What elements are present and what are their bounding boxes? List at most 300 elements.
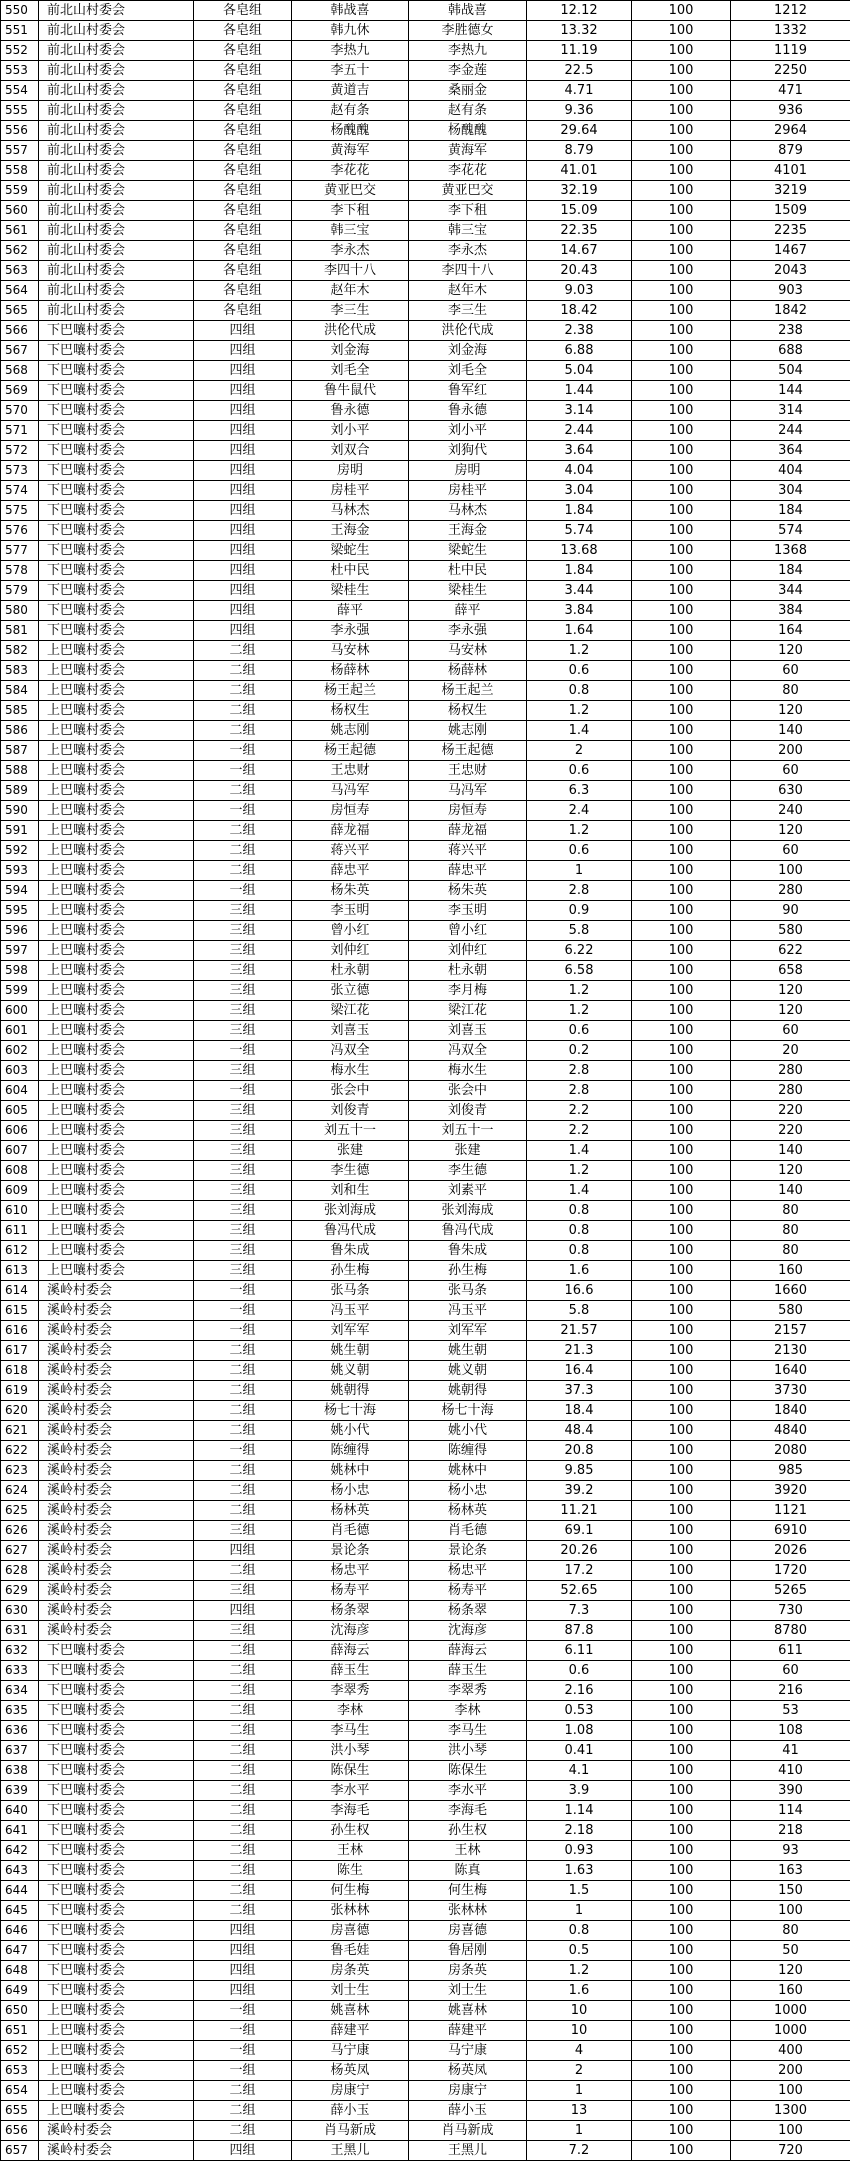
row-number-cell: 632 — [1, 1641, 39, 1661]
table-row — [1, 1441, 850, 1461]
unit-price-cell: 100 — [632, 401, 731, 421]
village-committee-cell: 溪岭村委会 — [39, 1501, 194, 1521]
area-cell: 20.26 — [527, 1541, 632, 1561]
row-number-cell: 645 — [1, 1901, 39, 1921]
village-committee-cell: 上巴嚷村委会 — [39, 761, 194, 781]
amount-cell: 2250 — [731, 61, 850, 81]
payee-cell: 薛龙福 — [409, 821, 527, 841]
village-committee-cell: 溪岭村委会 — [39, 1481, 194, 1501]
row-number-cell: 615 — [1, 1301, 39, 1321]
unit-price-cell: 100 — [632, 921, 731, 941]
payee-cell: 蒋兴平 — [409, 841, 527, 861]
table-row — [1, 501, 850, 521]
row-number-cell: 587 — [1, 741, 39, 761]
unit-price-cell: 100 — [632, 241, 731, 261]
group-cell: 三组 — [194, 1521, 292, 1541]
row-number-cell: 607 — [1, 1141, 39, 1161]
contract-holder-cell: 李海毛 — [292, 1801, 409, 1821]
table-row — [1, 2061, 850, 2081]
area-cell: 9.03 — [527, 281, 632, 301]
payee-cell: 房桂平 — [409, 481, 527, 501]
contract-holder-cell: 曾小红 — [292, 921, 409, 941]
area-cell: 0.93 — [527, 1841, 632, 1861]
village-committee-cell: 上巴嚷村委会 — [39, 861, 194, 881]
village-committee-cell: 前北山村委会 — [39, 281, 194, 301]
contract-holder-cell: 杨寿平 — [292, 1581, 409, 1601]
row-number-cell: 569 — [1, 381, 39, 401]
amount-cell: 80 — [731, 681, 850, 701]
area-cell: 1.6 — [527, 1261, 632, 1281]
amount-cell: 120 — [731, 1001, 850, 1021]
table-row — [1, 2021, 850, 2041]
unit-price-cell: 100 — [632, 1121, 731, 1141]
unit-price-cell: 100 — [632, 841, 731, 861]
area-cell: 4.04 — [527, 461, 632, 481]
contract-holder-cell: 薛忠平 — [292, 861, 409, 881]
payee-cell: 肖马新成 — [409, 2121, 527, 2141]
contract-holder-cell: 刘仲红 — [292, 941, 409, 961]
table-row — [1, 301, 850, 321]
payee-cell: 鲁永德 — [409, 401, 527, 421]
group-cell: 四组 — [194, 321, 292, 341]
area-cell: 13 — [527, 2101, 632, 2121]
unit-price-cell: 100 — [632, 41, 731, 61]
table-row — [1, 1161, 850, 1181]
table-row — [1, 861, 850, 881]
unit-price-cell: 100 — [632, 201, 731, 221]
contract-holder-cell: 王海金 — [292, 521, 409, 541]
village-committee-cell: 上巴嚷村委会 — [39, 2101, 194, 2121]
area-cell: 4 — [527, 2041, 632, 2061]
row-number-cell: 642 — [1, 1841, 39, 1861]
group-cell: 二组 — [194, 1381, 292, 1401]
village-committee-cell: 下巴嚷村委会 — [39, 381, 194, 401]
area-cell: 1.2 — [527, 1001, 632, 1021]
payee-cell: 房康宁 — [409, 2081, 527, 2101]
table-row — [1, 201, 850, 221]
table-row — [1, 1081, 850, 1101]
village-committee-cell: 下巴嚷村委会 — [39, 541, 194, 561]
row-number-cell: 576 — [1, 521, 39, 541]
contract-holder-cell: 杜永朝 — [292, 961, 409, 981]
village-committee-cell: 下巴嚷村委会 — [39, 561, 194, 581]
unit-price-cell: 100 — [632, 641, 731, 661]
group-cell: 二组 — [194, 681, 292, 701]
village-committee-cell: 下巴嚷村委会 — [39, 1821, 194, 1841]
area-cell: 48.4 — [527, 1421, 632, 1441]
payee-cell: 何生梅 — [409, 1881, 527, 1901]
group-cell: 四组 — [194, 1941, 292, 1961]
village-committee-cell: 上巴嚷村委会 — [39, 1021, 194, 1041]
amount-cell: 53 — [731, 1701, 850, 1721]
unit-price-cell: 100 — [632, 161, 731, 181]
row-number-cell: 628 — [1, 1561, 39, 1581]
unit-price-cell: 100 — [632, 2001, 731, 2021]
group-cell: 各皂组 — [194, 281, 292, 301]
unit-price-cell: 100 — [632, 1781, 731, 1801]
area-cell: 69.1 — [527, 1521, 632, 1541]
amount-cell: 218 — [731, 1821, 850, 1841]
unit-price-cell: 100 — [632, 1181, 731, 1201]
payee-cell: 桑丽金 — [409, 81, 527, 101]
contract-holder-cell: 洪伦代成 — [292, 321, 409, 341]
amount-cell: 60 — [731, 661, 850, 681]
village-committee-cell: 溪岭村委会 — [39, 2121, 194, 2141]
amount-cell: 220 — [731, 1121, 850, 1141]
contract-holder-cell: 杜中民 — [292, 561, 409, 581]
row-number-cell: 609 — [1, 1181, 39, 1201]
amount-cell: 410 — [731, 1761, 850, 1781]
row-number-cell: 575 — [1, 501, 39, 521]
amount-cell: 3219 — [731, 181, 850, 201]
table-row — [1, 1881, 850, 1901]
area-cell: 5.8 — [527, 921, 632, 941]
row-number-cell: 574 — [1, 481, 39, 501]
group-cell: 四组 — [194, 1961, 292, 1981]
unit-price-cell: 100 — [632, 1301, 731, 1321]
village-committee-cell: 溪岭村委会 — [39, 1621, 194, 1641]
area-cell: 0.2 — [527, 1041, 632, 1061]
amount-cell: 1119 — [731, 41, 850, 61]
table-row — [1, 1761, 850, 1781]
contract-holder-cell: 房明 — [292, 461, 409, 481]
row-number-cell: 572 — [1, 441, 39, 461]
contract-holder-cell: 杨权生 — [292, 701, 409, 721]
payee-cell: 姚小代 — [409, 1421, 527, 1441]
payee-cell: 薛小玉 — [409, 2101, 527, 2121]
table-row — [1, 1261, 850, 1281]
village-committee-cell: 下巴嚷村委会 — [39, 361, 194, 381]
group-cell: 一组 — [194, 801, 292, 821]
contract-holder-cell: 李花花 — [292, 161, 409, 181]
amount-cell: 1467 — [731, 241, 850, 261]
village-committee-cell: 上巴嚷村委会 — [39, 1241, 194, 1261]
area-cell: 9.36 — [527, 101, 632, 121]
table-row — [1, 401, 850, 421]
unit-price-cell: 100 — [632, 421, 731, 441]
area-cell: 2 — [527, 741, 632, 761]
payee-cell: 马林杰 — [409, 501, 527, 521]
contract-holder-cell: 李马生 — [292, 1721, 409, 1741]
payee-cell: 房喜德 — [409, 1921, 527, 1941]
contract-holder-cell: 薛小玉 — [292, 2101, 409, 2121]
contract-holder-cell: 薛建平 — [292, 2021, 409, 2041]
village-committee-cell: 上巴嚷村委会 — [39, 2001, 194, 2021]
village-committee-cell: 上巴嚷村委会 — [39, 881, 194, 901]
group-cell: 各皂组 — [194, 201, 292, 221]
payee-cell: 杜永朝 — [409, 961, 527, 981]
group-cell: 各皂组 — [194, 121, 292, 141]
village-committee-cell: 前北山村委会 — [39, 221, 194, 241]
area-cell: 5.04 — [527, 361, 632, 381]
row-number-cell: 563 — [1, 261, 39, 281]
amount-cell: 879 — [731, 141, 850, 161]
unit-price-cell: 100 — [632, 1681, 731, 1701]
payee-cell: 房明 — [409, 461, 527, 481]
table-row — [1, 1401, 850, 1421]
contract-holder-cell: 马冯军 — [292, 781, 409, 801]
row-number-cell: 639 — [1, 1781, 39, 1801]
payee-cell: 李永杰 — [409, 241, 527, 261]
unit-price-cell: 100 — [632, 601, 731, 621]
amount-cell: 80 — [731, 1201, 850, 1221]
village-committee-cell: 前北山村委会 — [39, 181, 194, 201]
group-cell: 各皂组 — [194, 1, 292, 21]
unit-price-cell: 100 — [632, 521, 731, 541]
group-cell: 二组 — [194, 2081, 292, 2101]
amount-cell: 580 — [731, 1301, 850, 1321]
table-row — [1, 1641, 850, 1661]
payee-cell: 王黑儿 — [409, 2141, 527, 2161]
amount-cell: 100 — [731, 2081, 850, 2101]
payee-cell: 马安林 — [409, 641, 527, 661]
amount-cell: 400 — [731, 2041, 850, 2061]
row-number-cell: 614 — [1, 1281, 39, 1301]
village-committee-cell: 下巴嚷村委会 — [39, 581, 194, 601]
row-number-cell: 641 — [1, 1821, 39, 1841]
amount-cell: 144 — [731, 381, 850, 401]
contract-holder-cell: 何生梅 — [292, 1881, 409, 1901]
row-number-cell: 616 — [1, 1321, 39, 1341]
unit-price-cell: 100 — [632, 461, 731, 481]
village-committee-cell: 下巴嚷村委会 — [39, 621, 194, 641]
village-committee-cell: 下巴嚷村委会 — [39, 1761, 194, 1781]
unit-price-cell: 100 — [632, 1021, 731, 1041]
table-row — [1, 1341, 850, 1361]
group-cell: 三组 — [194, 1181, 292, 1201]
amount-cell: 1509 — [731, 201, 850, 221]
amount-cell: 658 — [731, 961, 850, 981]
table-row — [1, 641, 850, 661]
group-cell: 四组 — [194, 1541, 292, 1561]
contract-holder-cell: 姚朝得 — [292, 1381, 409, 1401]
row-number-cell: 602 — [1, 1041, 39, 1061]
payee-cell: 刘士生 — [409, 1981, 527, 2001]
row-number-cell: 590 — [1, 801, 39, 821]
table-row — [1, 21, 850, 41]
amount-cell: 2026 — [731, 1541, 850, 1561]
contract-holder-cell: 杨七十海 — [292, 1401, 409, 1421]
contract-holder-cell: 黄亚巴交 — [292, 181, 409, 201]
area-cell: 0.6 — [527, 661, 632, 681]
amount-cell: 2964 — [731, 121, 850, 141]
group-cell: 三组 — [194, 941, 292, 961]
payee-cell: 景论条 — [409, 1541, 527, 1561]
group-cell: 三组 — [194, 901, 292, 921]
area-cell: 10 — [527, 2021, 632, 2041]
group-cell: 二组 — [194, 1461, 292, 1481]
payee-cell: 刘军军 — [409, 1321, 527, 1341]
row-number-cell: 552 — [1, 41, 39, 61]
payee-cell: 薛海云 — [409, 1641, 527, 1661]
table-row — [1, 961, 850, 981]
area-cell: 1.2 — [527, 641, 632, 661]
group-cell: 四组 — [194, 381, 292, 401]
village-committee-cell: 前北山村委会 — [39, 61, 194, 81]
group-cell: 各皂组 — [194, 61, 292, 81]
amount-cell: 120 — [731, 1961, 850, 1981]
table-row — [1, 1581, 850, 1601]
group-cell: 四组 — [194, 421, 292, 441]
contract-holder-cell: 李下租 — [292, 201, 409, 221]
area-cell: 13.68 — [527, 541, 632, 561]
contract-holder-cell: 刘金海 — [292, 341, 409, 361]
contract-holder-cell: 杨林英 — [292, 1501, 409, 1521]
amount-cell: 730 — [731, 1601, 850, 1621]
table-row — [1, 801, 850, 821]
row-number-cell: 560 — [1, 201, 39, 221]
row-number-cell: 608 — [1, 1161, 39, 1181]
table-row — [1, 81, 850, 101]
row-number-cell: 653 — [1, 2061, 39, 2081]
area-cell: 0.6 — [527, 841, 632, 861]
area-cell: 2.2 — [527, 1121, 632, 1141]
area-cell: 3.14 — [527, 401, 632, 421]
table-row — [1, 561, 850, 581]
area-cell: 16.4 — [527, 1361, 632, 1381]
table-row — [1, 1601, 850, 1621]
row-number-cell: 601 — [1, 1021, 39, 1041]
unit-price-cell: 100 — [632, 1921, 731, 1941]
row-number-cell: 655 — [1, 2101, 39, 2121]
village-committee-cell: 上巴嚷村委会 — [39, 1121, 194, 1141]
amount-cell: 574 — [731, 521, 850, 541]
payee-cell: 赵有条 — [409, 101, 527, 121]
contract-holder-cell: 刘小平 — [292, 421, 409, 441]
village-committee-cell: 上巴嚷村委会 — [39, 1001, 194, 1021]
contract-holder-cell: 杨小忠 — [292, 1481, 409, 1501]
area-cell: 13.32 — [527, 21, 632, 41]
payee-cell: 鲁居刚 — [409, 1941, 527, 1961]
payee-cell: 姚朝得 — [409, 1381, 527, 1401]
payee-cell: 房条英 — [409, 1961, 527, 1981]
area-cell: 41.01 — [527, 161, 632, 181]
area-cell: 22.5 — [527, 61, 632, 81]
village-committee-cell: 上巴嚷村委会 — [39, 2041, 194, 2061]
payee-cell: 刘喜玉 — [409, 1021, 527, 1041]
table-row — [1, 1281, 850, 1301]
contract-holder-cell: 孙生权 — [292, 1821, 409, 1841]
area-cell: 1.2 — [527, 1961, 632, 1981]
payee-cell: 张林林 — [409, 1901, 527, 1921]
group-cell: 二组 — [194, 1401, 292, 1421]
table-row — [1, 261, 850, 281]
village-committee-cell: 上巴嚷村委会 — [39, 1161, 194, 1181]
payee-cell: 杨林英 — [409, 1501, 527, 1521]
contract-holder-cell: 李林 — [292, 1701, 409, 1721]
payee-cell: 张刘海成 — [409, 1201, 527, 1221]
area-cell: 2.8 — [527, 1061, 632, 1081]
row-number-cell: 567 — [1, 341, 39, 361]
table-row — [1, 361, 850, 381]
amount-cell: 90 — [731, 901, 850, 921]
table-row — [1, 1561, 850, 1581]
payee-cell: 李胜德女 — [409, 21, 527, 41]
amount-cell: 390 — [731, 1781, 850, 1801]
contract-holder-cell: 鲁朱成 — [292, 1241, 409, 1261]
table-row — [1, 1361, 850, 1381]
row-number-cell: 551 — [1, 21, 39, 41]
group-cell: 一组 — [194, 1321, 292, 1341]
table-row — [1, 1521, 850, 1541]
amount-cell: 344 — [731, 581, 850, 601]
group-cell: 一组 — [194, 1441, 292, 1461]
row-number-cell: 633 — [1, 1661, 39, 1681]
amount-cell: 1000 — [731, 2001, 850, 2021]
contract-holder-cell: 杨条翠 — [292, 1601, 409, 1621]
unit-price-cell: 100 — [632, 321, 731, 341]
area-cell: 0.5 — [527, 1941, 632, 1961]
contract-holder-cell: 黄海军 — [292, 141, 409, 161]
payee-cell: 李马生 — [409, 1721, 527, 1741]
group-cell: 各皂组 — [194, 141, 292, 161]
unit-price-cell: 100 — [632, 761, 731, 781]
payee-cell: 杨英凤 — [409, 2061, 527, 2081]
amount-cell: 471 — [731, 81, 850, 101]
amount-cell: 985 — [731, 1461, 850, 1481]
contract-holder-cell: 房条英 — [292, 1961, 409, 1981]
amount-cell: 80 — [731, 1241, 850, 1261]
table-row — [1, 1241, 850, 1261]
area-cell: 7.3 — [527, 1601, 632, 1621]
village-committee-cell: 上巴嚷村委会 — [39, 781, 194, 801]
table-row — [1, 241, 850, 261]
amount-cell: 280 — [731, 881, 850, 901]
contract-holder-cell: 杨薛林 — [292, 661, 409, 681]
unit-price-cell: 100 — [632, 1101, 731, 1121]
row-number-cell: 570 — [1, 401, 39, 421]
area-cell: 2.2 — [527, 1101, 632, 1121]
area-cell: 14.67 — [527, 241, 632, 261]
unit-price-cell: 100 — [632, 1381, 731, 1401]
unit-price-cell: 100 — [632, 341, 731, 361]
group-cell: 一组 — [194, 2021, 292, 2041]
row-number-cell: 621 — [1, 1421, 39, 1441]
contract-holder-cell: 房桂平 — [292, 481, 409, 501]
payee-cell: 杨七十海 — [409, 1401, 527, 1421]
amount-cell: 140 — [731, 721, 850, 741]
row-number-cell: 652 — [1, 2041, 39, 2061]
area-cell: 11.19 — [527, 41, 632, 61]
amount-cell: 140 — [731, 1141, 850, 1161]
contract-holder-cell: 王黑儿 — [292, 2141, 409, 2161]
group-cell: 二组 — [194, 1561, 292, 1581]
area-cell: 18.4 — [527, 1401, 632, 1421]
area-cell: 1 — [527, 861, 632, 881]
payee-cell: 杨忠平 — [409, 1561, 527, 1581]
area-cell: 6.22 — [527, 941, 632, 961]
payee-cell: 鲁朱成 — [409, 1241, 527, 1261]
row-number-cell: 566 — [1, 321, 39, 341]
group-cell: 二组 — [194, 2101, 292, 2121]
table-row — [1, 821, 850, 841]
village-committee-cell: 溪岭村委会 — [39, 1281, 194, 1301]
unit-price-cell: 100 — [632, 1561, 731, 1581]
contract-holder-cell: 鲁永德 — [292, 401, 409, 421]
table-row — [1, 921, 850, 941]
unit-price-cell: 100 — [632, 1581, 731, 1601]
area-cell: 12.12 — [527, 1, 632, 21]
group-cell: 四组 — [194, 1921, 292, 1941]
contract-holder-cell: 张立德 — [292, 981, 409, 1001]
contract-holder-cell: 张建 — [292, 1141, 409, 1161]
payee-cell: 马冯军 — [409, 781, 527, 801]
village-committee-cell: 溪岭村委会 — [39, 1381, 194, 1401]
contract-holder-cell: 梁江花 — [292, 1001, 409, 1021]
row-number-cell: 559 — [1, 181, 39, 201]
village-committee-cell: 下巴嚷村委会 — [39, 1701, 194, 1721]
group-cell: 四组 — [194, 501, 292, 521]
